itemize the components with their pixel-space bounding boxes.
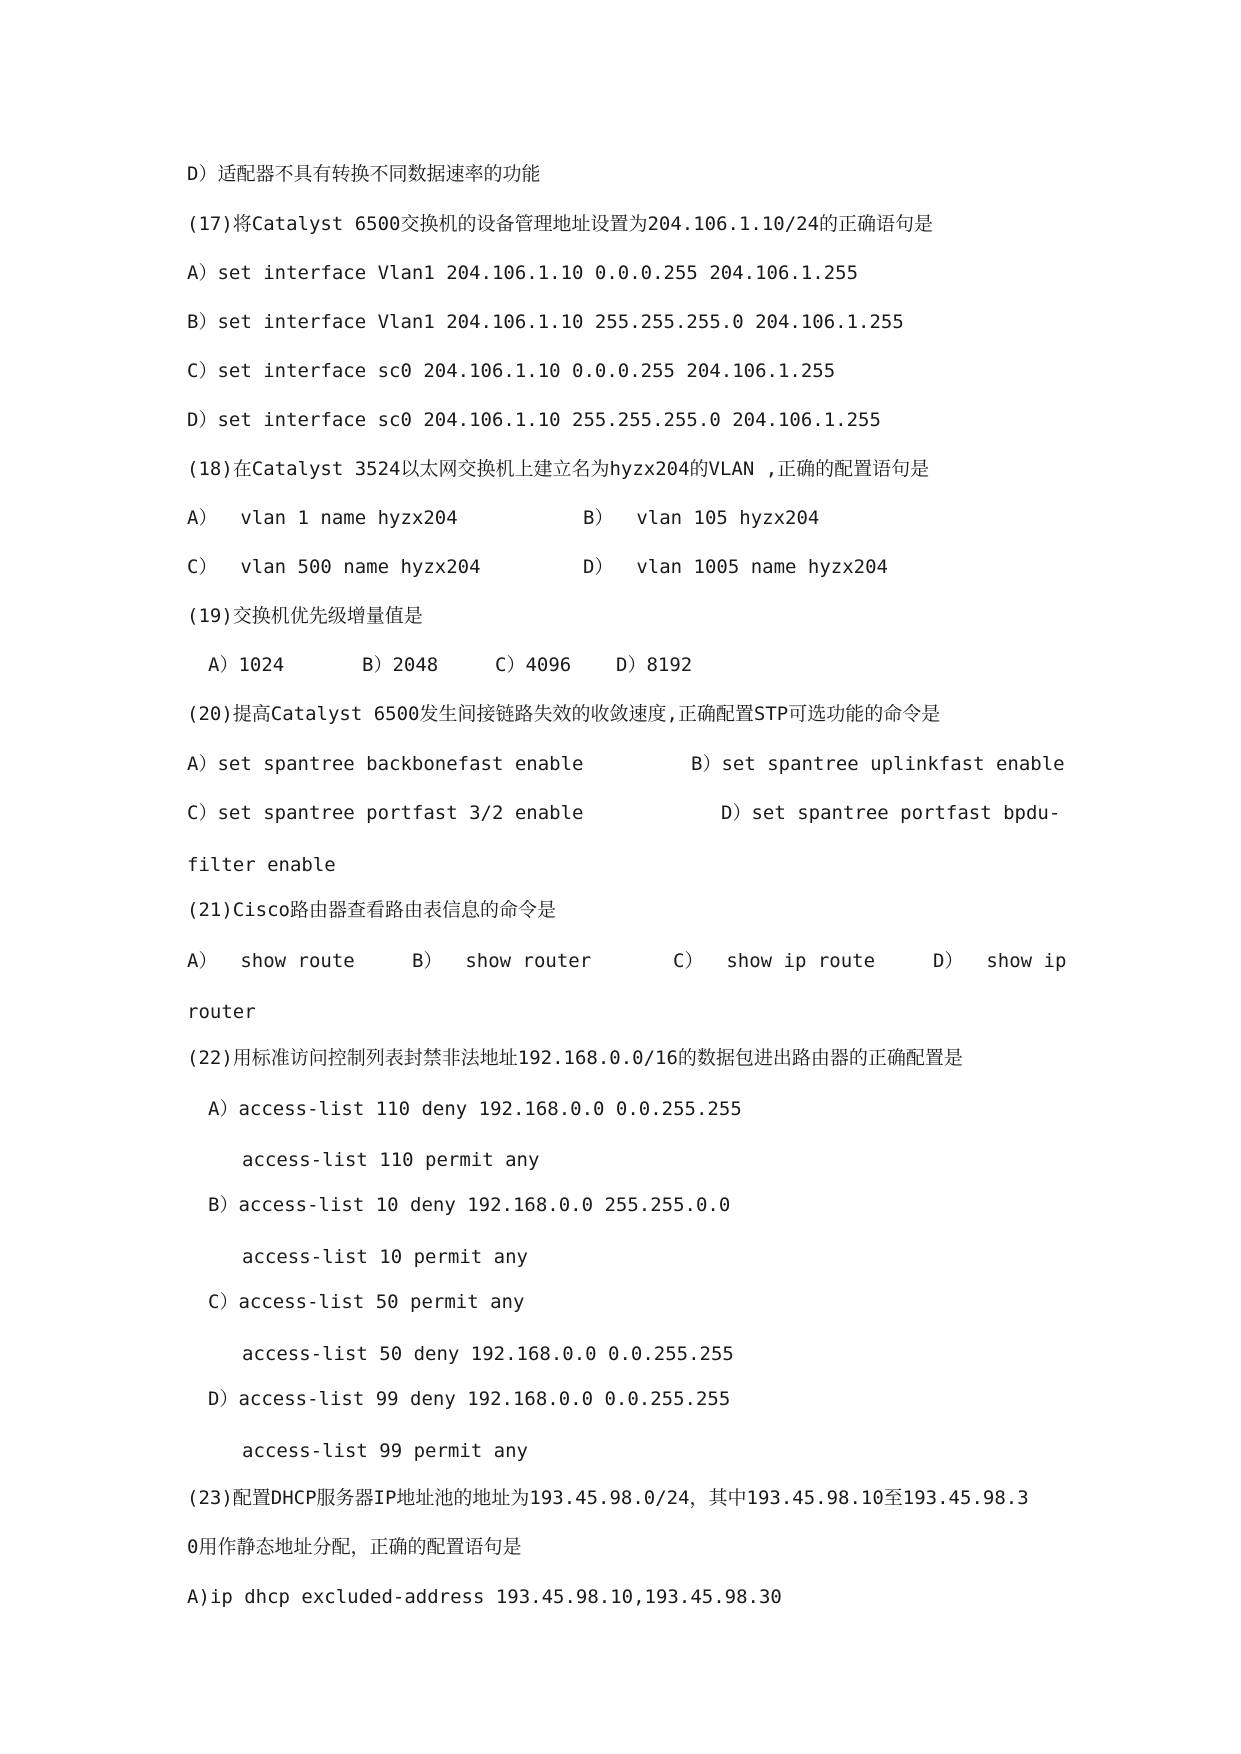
option-22a-line2: access-list 110 permit any <box>242 1149 540 1171</box>
question-20: (20)提高Catalyst 6500发生间接链路失效的收敛速度,正确配置STP可选功能的命令是 <box>187 703 941 725</box>
question-21: (21)Cisco路由器查看路由表信息的命令是 <box>187 899 556 921</box>
question-17: (17)将Catalyst 6500交换机的设备管理地址设置为204.106.1.10/24的正确语句是 <box>187 213 934 235</box>
option-23a: A)ip dhcp excluded-address 193.45.98.10,193.45.98.30 <box>187 1586 782 1608</box>
option-20a: A）set spantree backbonefast enable <box>187 753 584 775</box>
option-22b: B）access-list 10 deny 192.168.0.0 255.255.0.0 <box>208 1194 731 1216</box>
option-21a: A） show route <box>187 950 355 972</box>
option-19d: D）8192 <box>616 654 693 676</box>
option-20c: C）set spantree portfast 3/2 enable <box>187 802 584 824</box>
option-22b-line2: access-list 10 permit any <box>242 1246 528 1268</box>
option-19b: B）2048 <box>362 654 439 676</box>
option-21d-cont: router <box>187 1001 256 1023</box>
option-19c: C）4096 <box>495 654 572 676</box>
option-21c: C） show ip route <box>673 950 876 972</box>
question-19: (19)交换机优先级增量值是 <box>187 605 423 627</box>
option-22a: A）access-list 110 deny 192.168.0.0 0.0.255.255 <box>208 1098 742 1120</box>
question-23-cont: 0用作静态地址分配，正确的配置语句是 <box>187 1536 522 1558</box>
option-22d-line2: access-list 99 permit any <box>242 1440 528 1462</box>
option-18d: D） vlan 1005 name hyzx204 <box>583 556 888 578</box>
option-21b: B） show router <box>412 950 592 972</box>
option-18a: A） vlan 1 name hyzx204 <box>187 507 458 529</box>
option-18c: C） vlan 500 name hyzx204 <box>187 556 481 578</box>
option-20d: D）set spantree portfast bpdu- <box>721 802 1061 824</box>
option-22d: D）access-list 99 deny 192.168.0.0 0.0.255.255 <box>208 1388 731 1410</box>
option-22c-line2: access-list 50 deny 192.168.0.0 0.0.255.255 <box>242 1343 734 1365</box>
option-16d: D）适配器不具有转换不同数据速率的功能 <box>187 163 541 185</box>
option-17d: D）set interface sc0 204.106.1.10 255.255.255.0 204.106.1.255 <box>187 409 881 431</box>
option-20b: B）set spantree uplinkfast enable <box>691 753 1065 775</box>
option-17c: C）set interface sc0 204.106.1.10 0.0.0.255 204.106.1.255 <box>187 360 836 382</box>
option-20d-cont: filter enable <box>187 854 336 876</box>
question-23: (23)配置DHCP服务器IP地址池的地址为193.45.98.0/24，其中193.45.98.10至193.45.98.3 <box>187 1487 1029 1509</box>
option-17a: A）set interface Vlan1 204.106.1.10 0.0.0.255 204.106.1.255 <box>187 262 859 284</box>
option-18b: B） vlan 105 hyzx204 <box>583 507 820 529</box>
option-22c: C）access-list 50 permit any <box>208 1291 525 1313</box>
option-19a: A）1024 <box>208 654 285 676</box>
option-21d: D） show ip <box>933 950 1067 972</box>
option-17b: B）set interface Vlan1 204.106.1.10 255.255.255.0 204.106.1.255 <box>187 311 904 333</box>
question-18: (18)在Catalyst 3524以太网交换机上建立名为hyzx204的VLAN ,正确的配置语句是 <box>187 458 930 480</box>
question-22: (22)用标准访问控制列表封禁非法地址192.168.0.0/16的数据包进出路由器的正确配置是 <box>187 1047 963 1069</box>
